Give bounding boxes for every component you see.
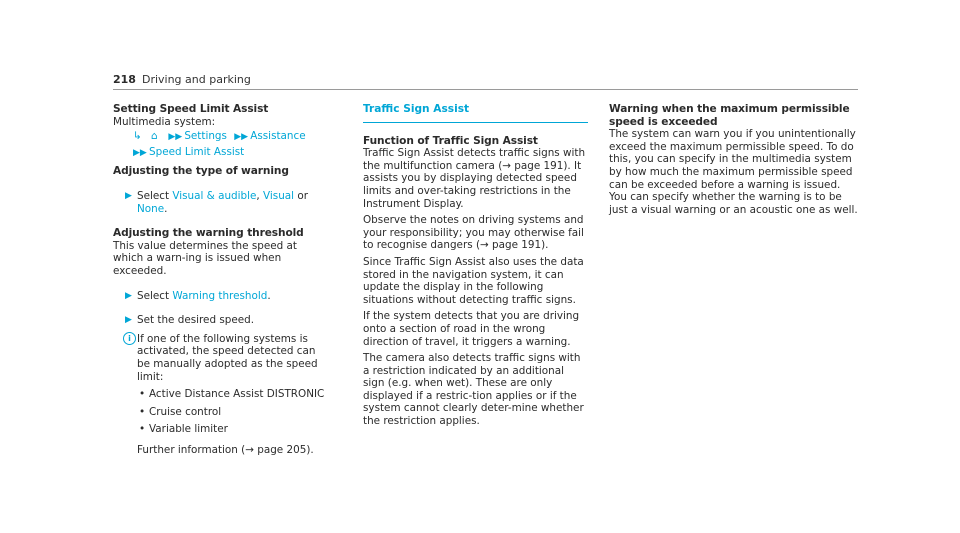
- heading-function: Function of Traffic Sign Assist: [363, 134, 538, 147]
- page-header: [113, 74, 858, 87]
- step-arrow-icon: ▶: [125, 190, 132, 201]
- step-set-speed: ▶ Set the desired speed.: [125, 314, 255, 327]
- chevron-right-icon: ▶▶: [234, 132, 249, 143]
- paragraph: The camera also detects traffic signs with a restriction indicated by an additional sign (e.g. when wet). These are only displayed if a restric-tion applies or if the system cannot clearly deter-mine whether the restriction applies.: [363, 352, 584, 428]
- further-info: Further information (→ page 205).: [137, 443, 314, 456]
- step-select-threshold: ▶ Select Warning threshold.: [125, 289, 271, 302]
- option-visual: Visual: [263, 189, 295, 202]
- step-arrow-icon: ▶: [125, 290, 132, 301]
- page-number: 218: [113, 73, 136, 86]
- header-rule: [113, 89, 858, 90]
- heading-warning-exceeded: Warning when the maximum permissible speed is exceeded: [609, 103, 850, 128]
- info-icon: i: [123, 332, 136, 345]
- chevron-right-icon: ▶▶: [133, 147, 147, 158]
- paragraph: Since Traffic Sign Assist also uses the data stored in the navigation system, it can update the display in the following situations without detecting traffic signs.: [363, 255, 584, 306]
- heading-adjust-threshold: Adjusting the warning threshold: [113, 227, 304, 240]
- list-item: • Active Distance Assist DISTRONIC: [139, 388, 325, 401]
- heading-setting-speed-limit-assist: Setting Speed Limit Assist: [113, 103, 269, 115]
- paragraph: The system can warn you if you unintentionally exceed the maximum permissible speed. To do this, you can specify in the multimedia system by how much the maximum permissible speed can be exceeded before a warning is issued. You can specify whether the warning is to be just a visual warning or an acoustic one as well.: [609, 128, 858, 216]
- paragraph: If the system detects that you are driving onto a section of road in the wrong direction of travel, it triggers a warning.: [363, 310, 580, 348]
- threshold-intro: This value determines the speed at which a warn-ing is issued when exceeded.: [113, 239, 297, 277]
- nav-settings: Settings: [184, 130, 227, 143]
- step-arrow-icon: ▶: [125, 315, 132, 326]
- column-left: [113, 103, 325, 460]
- list-item: • Variable limiter: [139, 423, 228, 436]
- section-title-traffic-sign-assist: Traffic Sign Assist: [363, 103, 588, 123]
- column-middle: [363, 103, 588, 432]
- paragraph: Traffic Sign Assist detects traffic signs with the multifunction camera (→ page 191). It assists you by displaying detected speed limits and over-taking restrictions in the Instrument Display.: [363, 147, 586, 210]
- nav-path-line-2: [133, 146, 325, 160]
- step-select-type: ▶ Select Visual & audible, Visual or None.: [125, 189, 308, 215]
- home-icon: ⌂: [151, 130, 158, 143]
- paragraph: Observe the notes on driving systems and your responsibility; you may otherwise fail to recognise dangers (→ page 191).: [363, 214, 584, 252]
- return-arrow-icon: ↳: [133, 130, 142, 143]
- option-warning-threshold: Warning threshold: [172, 289, 268, 302]
- info-note: i If one of the following systems is activated, the speed detected can be manually adopted as the speed limit:: [113, 333, 325, 383]
- system-label: Multimedia system:: [113, 115, 216, 128]
- heading-adjust-type: Adjusting the type of warning: [113, 165, 289, 178]
- chevron-right-icon: ▶▶: [168, 132, 183, 143]
- page-chapter-title: Driving and parking: [141, 73, 251, 86]
- nav-assistance: Assistance: [250, 130, 306, 143]
- list-item: • Cruise control: [139, 405, 222, 418]
- nav-speed-limit-assist: Speed Limit Assist: [149, 145, 245, 158]
- column-right: [609, 103, 859, 220]
- option-visual-audible: Visual & audible: [172, 189, 257, 202]
- option-none: None: [137, 202, 165, 215]
- nav-path-line-1: [133, 130, 325, 144]
